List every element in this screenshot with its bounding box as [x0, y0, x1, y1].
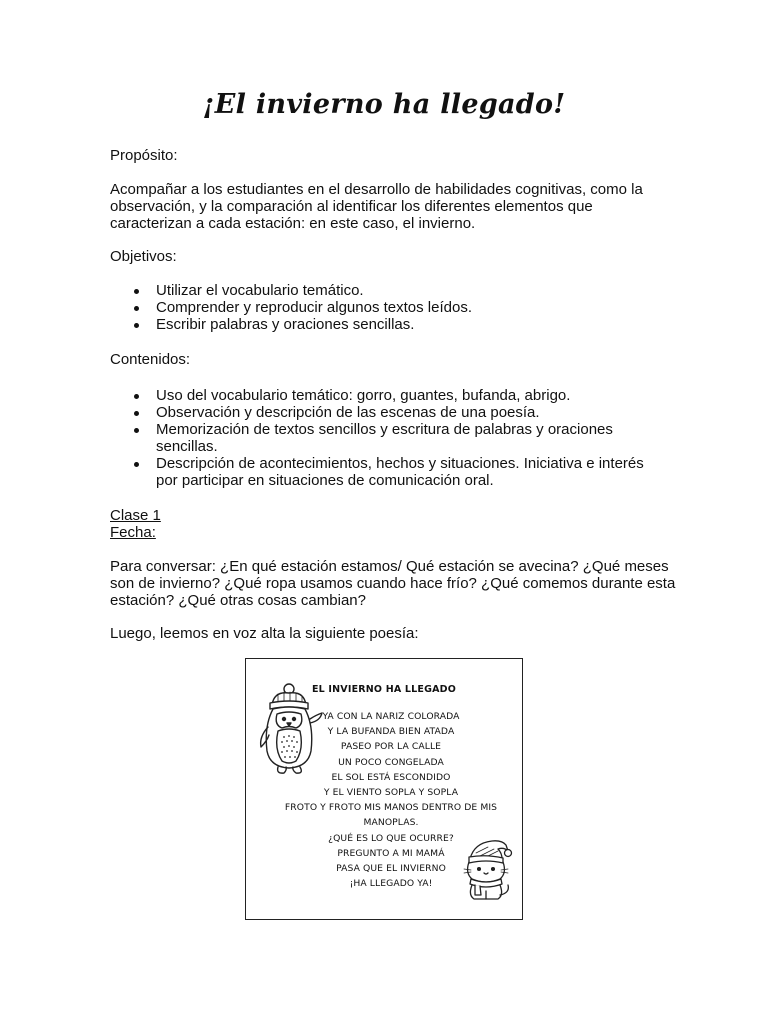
objectives-list: [110, 282, 650, 333]
document-title: ¡El invierno ha llegado!: [202, 89, 566, 120]
cat-icon: [458, 835, 514, 901]
purpose-text: Acompañar a los estudiantes en el desarrollo de habilidades cognitivas, como la observación, y la comparación al identificar los diferentes elementos que caracterizan a cada estación: en este caso, el invierno.: [110, 181, 643, 232]
contents-list: [110, 387, 650, 489]
list-item: Observación y descripción de las escenas de una poesía.: [110, 404, 650, 421]
bullet-icon: [134, 289, 139, 294]
bullet-icon: [134, 428, 139, 433]
poem-line: PREGUNTO A MI MAMÁ: [337, 847, 445, 859]
poem-line: Y EL VIENTO SOPLA Y SOPLA: [323, 787, 459, 799]
bullet-icon: [134, 394, 139, 399]
list-item: Uso del vocabulario temático: gorro, guantes, bufanda, abrigo.: [110, 387, 650, 404]
contents-label: Contenidos:: [110, 351, 191, 368]
penguin-icon: [256, 681, 324, 777]
list-item: Comprender y reproducir algunos textos leídos.: [110, 299, 650, 316]
class-label: Clase 1: [110, 507, 161, 524]
list-item: Escribir palabras y oraciones sencillas.: [110, 316, 650, 333]
bullet-icon: [134, 411, 139, 416]
list-item: Memorización de textos sencillos y escritura de palabras y oraciones sencillas.: [110, 421, 650, 455]
reading-intro: Luego, leemos en voz alta la siguiente poesía:: [110, 625, 419, 642]
poem-line: MANOPLAS.: [363, 817, 419, 829]
poem-line: UN POCO CONGELADA: [338, 756, 444, 768]
poem-card: [245, 658, 523, 920]
objectives-label: Objetivos:: [110, 248, 177, 265]
poem-title: EL INVIERNO HA LLEGADO: [311, 684, 457, 695]
poem-line: ¿QUÉ ES LO QUE OCURRE?: [328, 832, 454, 844]
poem-line: ¡HA LLEGADO YA!: [349, 878, 433, 890]
purpose-label: Propósito:: [110, 147, 178, 164]
date-label: Fecha:: [110, 524, 156, 541]
poem-line: PASA QUE EL INVIERNO: [336, 863, 446, 875]
bullet-icon: [134, 462, 139, 467]
poem-line: PASEO POR LA CALLE: [340, 741, 442, 753]
poem-line: EL SOL ESTÁ ESCONDIDO: [331, 771, 451, 783]
bullet-icon: [134, 323, 139, 328]
poem-line: Y LA BUFANDA BIEN ATADA: [327, 726, 455, 738]
list-item: Utilizar el vocabulario temático.: [110, 282, 650, 299]
bullet-icon: [134, 306, 139, 311]
poem-line: FROTO Y FROTO MIS MANOS DENTRO DE MIS: [284, 802, 498, 814]
poem-line: YA CON LA NARIZ COLORADA: [322, 711, 460, 722]
conversation-text: Para conversar: ¿En qué estación estamos/ Qué estación se avecina? ¿Qué meses son de invierno? ¿Qué ropa usamos cuando hace frío? ¿Qué comemos durante esta estación? ¿Qué otras cosas cambian?: [110, 558, 676, 609]
list-item: Descripción de acontecimientos, hechos y situaciones. Iniciativa e interés por participar en situaciones de comunicación oral.: [110, 455, 650, 489]
